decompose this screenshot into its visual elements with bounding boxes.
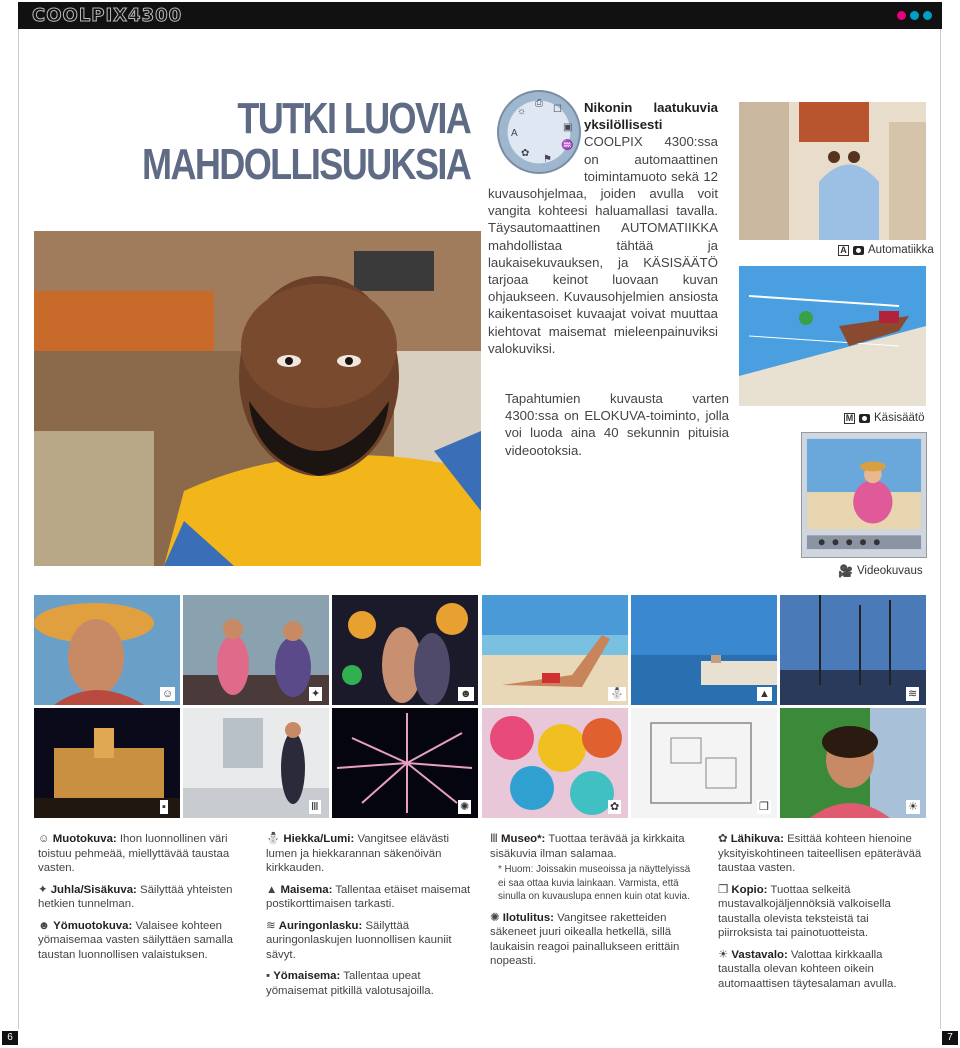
right-border (940, 29, 941, 1029)
dial-icon: ▣ (563, 122, 573, 133)
portrait-mode-icon: ☺ (162, 688, 174, 700)
video-camera-icon: 🎥 (838, 564, 853, 578)
night-portrait-mode-icon: ☻ (460, 688, 472, 700)
header-dot (910, 11, 919, 20)
scene-photo-fireworks (332, 708, 478, 818)
dial-icon: ⎙ (535, 98, 543, 109)
auto-caption-label: Automatiikka (868, 244, 934, 256)
scene-photo-night-landscape (34, 708, 180, 818)
camera-icon (859, 414, 870, 423)
sunset-mode-icon: ≋ (908, 688, 918, 700)
camera-icon (853, 246, 864, 255)
dial-icon: ♒ (561, 140, 574, 151)
desc-night-landscape: ▪ Yömaisema: Tallentaa upeat yömaisemat pitkillä valotusajoilla. (266, 970, 434, 997)
dial-icon: A (511, 128, 518, 139)
title-line-2: MAHDOLLISUUKSIA (141, 140, 470, 189)
scene-photo-landscape (631, 595, 777, 705)
party-mode-icon: ✦ (311, 688, 321, 700)
video-caption (838, 564, 923, 578)
left-border (18, 29, 19, 1029)
desc-label: Yömuotokuva: (53, 919, 133, 932)
desc-label: Ilotulitus: (502, 911, 554, 924)
dial-icon: ☼ (517, 106, 527, 117)
header-dots (897, 11, 932, 20)
desc-label: Museo*: (501, 833, 546, 845)
manual-mode-icon: M (845, 412, 854, 423)
desc-column-3 (490, 832, 700, 976)
manual-caption-label: Käsisäätö (874, 412, 925, 424)
desc-text: Valaisee kohteen yömaisemaa vasten säilyttäen samalla taustan luonnollisen valaistuksen. (38, 919, 233, 961)
desc-portrait: ☺ Muotokuva: Ihon luonnollinen väri toistuu pehmeää, miellyttävää taustaa vasten. (38, 833, 230, 874)
dial-icon: ✿ (521, 148, 530, 159)
page-title (142, 96, 470, 188)
scene-photo-night-portrait (332, 595, 478, 705)
dial-icon: ☐ (553, 104, 562, 115)
desc-text: Ihon luonnollinen väri toistuu pehmeää, miellyttävää taustaa vasten. (38, 833, 230, 874)
scene-photo-museum (183, 708, 329, 818)
desc-column-4 (718, 832, 922, 998)
scene-photo-party (183, 595, 329, 705)
intro-text (488, 99, 718, 357)
header-dot (897, 11, 906, 20)
night-landscape-mode-icon: ▪ (162, 801, 166, 813)
museum-mode-icon: Ⅲ (311, 801, 319, 813)
coolpix-logo: COOLPIX4300 (32, 5, 183, 26)
page-number-right: 7 (942, 1031, 958, 1045)
intro-body: COOLPIX 4300:ssa on automaattinen toimintamuoto sekä 12 kuvausohjelmaa, joiden avulla voit vangita kohteesi haluamallasi tavalla. Täysautomaattinen AUTOMATIIKKA mahdollistaa tähtää ja laukaisekuvauksen, ja KÄSISÄÄTÖ tarjoaa keinot luovaan kuvan ohjaukseen. Kuvausohjelmien ansiosta kaikentasoiset kuvaajat voivat muuttaa kiehtovat maisemat mieleenpainuviksi valokuviksi. (488, 134, 718, 356)
desc-party: ✦ Juhla/Sisäkuva: Säilyttää yhteisten hetkien tunnelman. (38, 883, 233, 910)
backlight-mode-icon: ☀ (908, 801, 918, 813)
desc-text: Tuottaa selkeitä mustavalkojäljennöksiä valkoisella taustalla olevista teksteistä tai piirroksista tai painotuotteista. (718, 883, 891, 939)
beach-snow-mode-icon: ⛄ (610, 688, 624, 700)
museum-note: * Huom: Joissakin museoissa ja näyttelyissä ei saa ottaa kuvia lainkaan. Varmista, että sinulla on kuvauslupa ennen kuin otat kuvia. (498, 864, 691, 902)
desc-label: Yömaisema: (273, 970, 341, 982)
scene-photo-backlight (780, 708, 926, 818)
video-caption-label: Videokuvaus (856, 565, 923, 577)
title-line-1: TUTKI LUOVIA (237, 94, 470, 143)
landscape-mode-icon: ▲ (759, 688, 770, 700)
desc-fireworks: ✺ Ilotulitus: Vangitsee raketteiden säkeneet juuri oikealla hetkellä, sillä laukaisin reagoi painallukseen erittäin nopeasti. (490, 911, 680, 967)
desc-column-2 (266, 832, 476, 1005)
page-header (18, 2, 942, 29)
desc-label: Muotokuva: (52, 833, 117, 845)
scene-photo-closeup (482, 708, 628, 818)
auto-caption (838, 244, 934, 256)
desc-text: Tallentaa upeat yömaisemat pitkillä valotusajoilla. (266, 970, 434, 997)
fireworks-mode-icon: ✺ (460, 801, 470, 813)
dial-icon: ⚑ (543, 154, 552, 165)
desc-text: Tallentaa etäiset maisemat postikorttimaisen tarkasti. (266, 883, 471, 910)
desc-text: Tuottaa terävää ja kirkkaita sisäkuvia ilman salamaa. (490, 833, 685, 860)
desc-copy: ❐ Kopio: Tuottaa selkeitä mustavalkojäljennöksiä valkoisella taustalla olevista teksteistä tai piirroksista tai painotuotteista. (718, 883, 891, 939)
desc-label: Lähikuva: (730, 833, 784, 845)
scene-photo-copy (631, 708, 777, 818)
auto-mode-icon: A (838, 245, 849, 256)
scene-photo-sunset (780, 595, 926, 705)
desc-museum: Ⅲ Museo*: Tuottaa terävää ja kirkkaita sisäkuvia ilman salamaa. (490, 833, 685, 860)
header-dot (923, 11, 932, 20)
desc-label: Maisema: (280, 883, 333, 896)
desc-label: Auringonlasku: (278, 919, 363, 932)
desc-text: Vangitsee raketteiden säkeneet juuri oikealla hetkellä, sillä laukaisin reagoi painallukseen erittäin nopeasti. (490, 911, 680, 967)
desc-column-1 (38, 832, 238, 969)
desc-label: Vastavalo: (731, 948, 788, 961)
desc-text: Säilyttää auringonlaskujen luonnollisen kauniit sävyt. (266, 919, 452, 961)
desc-beach-snow: ⛄ Hiekka/Lumi: Vangitsee elävästi lumen ja hiekkarannan säkenöivän kirkkauden. (266, 833, 450, 874)
desc-sunset: ≋ Auringonlasku: Säilyttää auringonlaskujen luonnollisen kauniit sävyt. (266, 919, 452, 961)
auto-mode-photo-building (739, 102, 926, 240)
desc-text: Esittää kohteen hienoine yksityiskohtineen taiteellisen epäterävää taustaa vasten. (718, 833, 922, 874)
movie-player-window (801, 432, 927, 558)
copy-mode-icon: ❐ (759, 801, 769, 813)
desc-closeup: ✿ Lähikuva: Esittää kohteen hienoine yksityiskohtineen taiteellisen epäterävää taustaa vasten. (718, 833, 922, 874)
desc-text: Säilyttää yhteisten hetkien tunnelman. (38, 883, 233, 910)
desc-landscape: ▲ Maisema: Tallentaa etäiset maisemat postikorttimaisen tarkasti. (266, 883, 471, 910)
scene-photo-beach (482, 595, 628, 705)
dial-spacer (488, 99, 584, 183)
desc-backlight: ☀ Vastavalo: Valottaa kirkkaalla taustalla olevan kohteen oikein automaattisen täytesalaman avulla. (718, 948, 897, 990)
desc-text: Valottaa kirkkaalla taustalla olevan kohteen oikein automaattisen täytesalaman avulla. (718, 948, 897, 990)
desc-label: Hiekka/Lumi: (283, 833, 355, 845)
desc-label: Juhla/Sisäkuva: (50, 883, 137, 896)
desc-text: Vangitsee elävästi lumen ja hiekkarannan säkenöivän kirkkauden. (266, 833, 450, 874)
desc-label: Kopio: (731, 883, 768, 896)
auto-mode-photo-volleyball (739, 266, 926, 406)
closeup-mode-icon: ✿ (610, 801, 620, 813)
intro-heading: Nikonin laatukuvia yksilöllisesti (584, 100, 718, 133)
page-number-left: 6 (2, 1031, 18, 1045)
main-portrait-photo (34, 231, 481, 566)
desc-night-portrait: ☻ Yömuotokuva: Valaisee kohteen yömaisemaa vasten säilyttäen samalla taustan luonnollisen valaistuksen. (38, 919, 233, 961)
scene-photo-portrait (34, 595, 180, 705)
movie-text: Tapahtumien kuvausta varten 4300:ssa on ELOKUVA-toiminto, jolla voi luoda aina 40 sekunnin pituisia videootoksia. (505, 391, 729, 458)
manual-caption (844, 412, 925, 424)
